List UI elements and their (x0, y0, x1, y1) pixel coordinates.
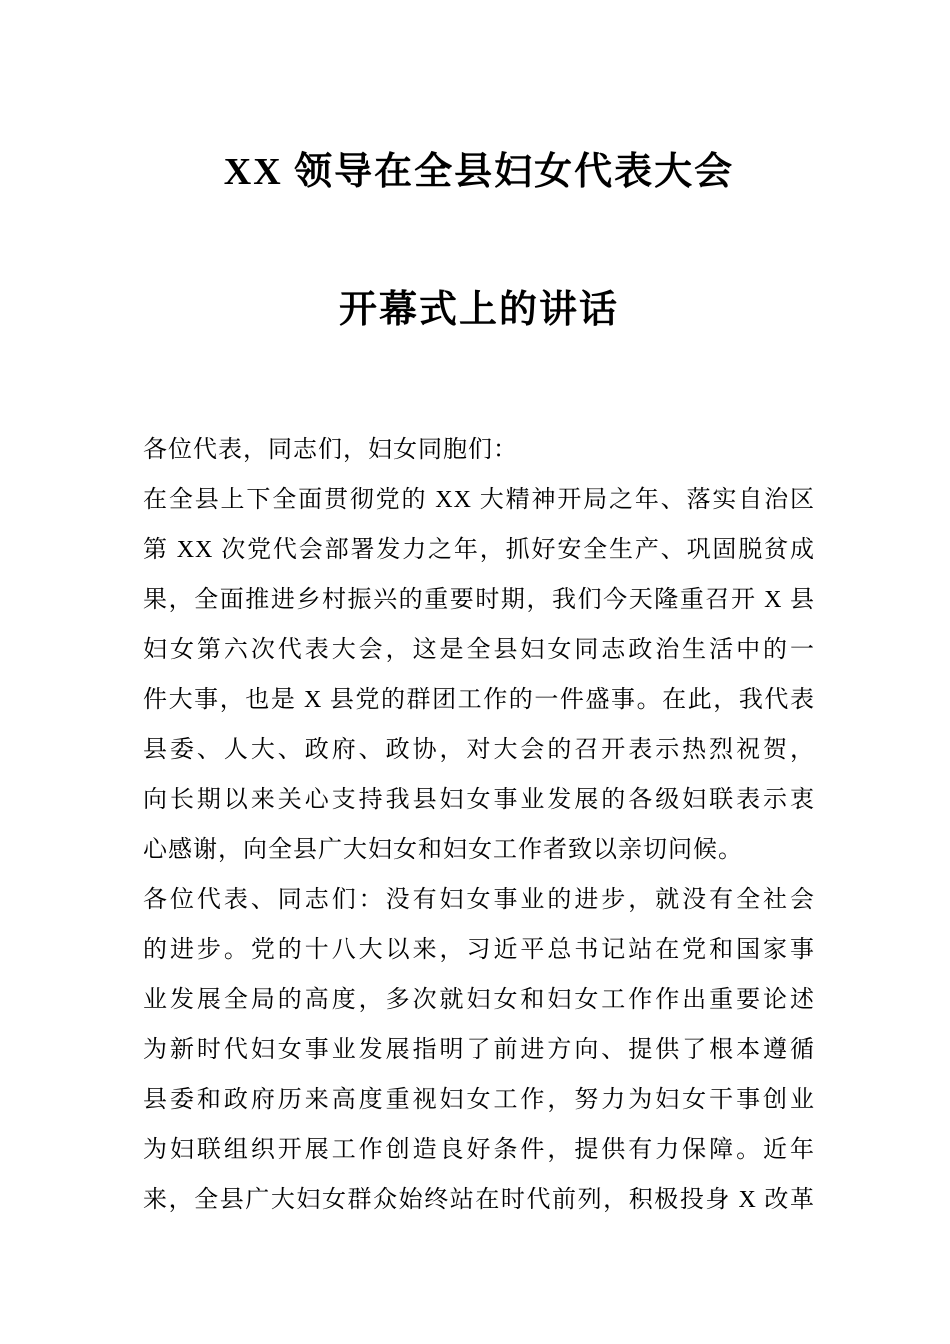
document-body (143, 425, 815, 1225)
body-line: 县委和政府历来高度重视妇女工作，努力为妇女干事创业 (143, 1087, 815, 1113)
body-line: 为新时代妇女事业发展指明了前进方向、提供了根本遵循 (143, 1037, 815, 1063)
body-line: 在全县上下全面贯彻党的 XX 大精神开局之年、落实自治区 (143, 487, 815, 513)
body-line: 县委、人大、政府、政协，对大会的召开表示热烈祝贺， (143, 737, 815, 763)
body-line: 向长期以来关心支持我县妇女事业发展的各级妇联表示衷 (143, 787, 815, 813)
body-line: 第 XX 次党代会部署发力之年，抓好安全生产、巩固脱贫成 (143, 537, 815, 563)
body-line: 为妇联组织开展工作创造良好条件，提供有力保障。近年 (143, 1137, 815, 1163)
body-line: 各位代表、同志们：没有妇女事业的进步，就没有全社会 (143, 887, 815, 913)
body-line: 的进步。党的十八大以来，习近平总书记站在党和国家事 (143, 937, 815, 963)
body-line: 件大事，也是 X 县党的群团工作的一件盛事。在此，我代表 (143, 687, 815, 713)
body-line-paragraph-end: 心感谢，向全县广大妇女和妇女工作者致以亲切问候。 (143, 837, 743, 863)
body-line-salutation: 各位代表，同志们，妇女同胞们： (143, 437, 518, 463)
body-line: 来，全县广大妇女群众始终站在时代前列，积极投身 X 改革 (143, 1187, 815, 1213)
document-subtitle: 开幕式上的讲话 (338, 289, 619, 331)
body-line: 业发展全局的高度，多次就妇女和妇女工作作出重要论述 (143, 987, 815, 1013)
body-line: 妇女第六次代表大会，这是全县妇女同志政治生活中的一 (143, 637, 815, 663)
body-line: 果，全面推进乡村振兴的重要时期，我们今天隆重召开 X 县 (143, 587, 815, 613)
document-title: XX 领导在全县妇女代表大会 (223, 151, 735, 193)
